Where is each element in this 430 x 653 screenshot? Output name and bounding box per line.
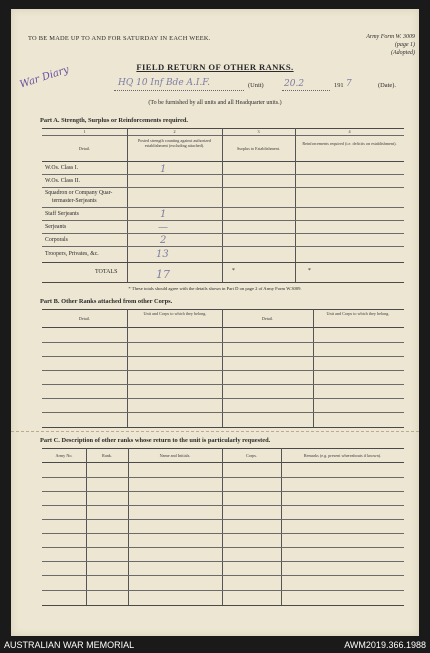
- row-rule: [42, 477, 404, 478]
- row-detail-cqms-2: termaster-Serjeants: [52, 198, 97, 204]
- unit-label: (Unit): [248, 82, 264, 89]
- made-up-instruction: TO BE MADE UP TO AND FOR SATURDAY IN EACH WEEK.: [28, 35, 211, 42]
- totals-value: 17: [156, 268, 170, 281]
- form-adopted: (Adopted): [391, 50, 415, 56]
- row-rule: [42, 590, 404, 591]
- form-title: FIELD RETURN OF OTHER RANKS.: [136, 62, 294, 72]
- part-c-bottom-rule: [42, 605, 404, 606]
- row-rule: [42, 233, 404, 234]
- part-b-col-header: Detail.: [78, 316, 91, 321]
- row-rule: [42, 575, 404, 576]
- row-detail-cqms: Squadron or Company Quar-: [45, 190, 113, 196]
- part-a-col-num: 4: [348, 129, 351, 134]
- part-b-col-header: Unit and Corps to which they belong.: [143, 311, 207, 316]
- row-rule: [42, 533, 404, 534]
- part-b-top-rule: [42, 309, 404, 310]
- form-page: (page 1): [394, 42, 415, 48]
- part-c-col-header: Rank.: [102, 453, 112, 458]
- part-c-col-divider: [86, 448, 87, 606]
- part-a-col-num: 1: [83, 129, 86, 134]
- row-detail-sgt: Serjeants: [45, 224, 67, 230]
- part-c-top-rule: [42, 448, 404, 449]
- part-c-col-header: Name and Initials.: [159, 453, 191, 458]
- strength-sgt: —: [158, 222, 168, 233]
- row-rule: [42, 342, 404, 343]
- part-a-col-divider: [222, 128, 223, 282]
- row-rule: [42, 370, 404, 371]
- part-a-col-header-detail: Detail.: [78, 146, 91, 151]
- part-b-col-divider: [222, 309, 223, 427]
- unit-underline: [114, 90, 244, 91]
- row-rule: [42, 262, 404, 263]
- totals-rule: [42, 282, 404, 283]
- part-c-col-divider: [222, 448, 223, 606]
- part-c-col-divider: [281, 448, 282, 606]
- part-c-col-header: Army No.: [55, 453, 73, 458]
- part-a-col-num: 2: [173, 129, 176, 134]
- row-rule: [42, 505, 404, 506]
- part-c-header-rule: [42, 462, 404, 463]
- row-detail-cpl: Corporals: [45, 237, 68, 243]
- part-a-col-divider: [295, 128, 296, 282]
- row-rule: [42, 398, 404, 399]
- form-number: [366, 33, 415, 57]
- part-b-col-header: Unit and Corps to which they belong.: [326, 311, 390, 316]
- totals-star-reinforcements: *: [308, 268, 311, 274]
- part-c-col-divider: [128, 448, 129, 606]
- part-a-header-rule: [42, 161, 404, 162]
- part-a-col-header-surplus: Surplus to Establishment.: [237, 146, 280, 151]
- fold-line: [11, 431, 419, 432]
- row-rule: [42, 207, 404, 208]
- row-detail-staff-sgt: Staff Serjeants: [45, 211, 79, 217]
- row-rule: [42, 220, 404, 221]
- part-b-col-header: Detail.: [261, 316, 274, 321]
- unit-handwritten: HQ 10 Inf Bde A.I.F.: [118, 78, 210, 88]
- strength-wo1: 1: [160, 164, 167, 175]
- part-a-col-num: 3: [257, 129, 260, 134]
- part-a-footnote: * These totals should agree with the details shown in Part D on page 2 of Army Form W.3009.: [128, 286, 302, 291]
- strength-troopers: 13: [156, 249, 169, 260]
- part-c-title: Part C. Description of other ranks whose return to the unit is particularly requested.: [40, 437, 271, 444]
- date-label: (Date).: [378, 82, 396, 89]
- part-b-header-rule: [42, 327, 404, 328]
- footer-accession: AWM2019.366.1988: [344, 640, 426, 650]
- part-a-num-rule: [42, 135, 404, 136]
- footer-institution: AUSTRALIAN WAR MEMORIAL: [4, 640, 135, 650]
- year-handwritten: 7: [346, 79, 352, 89]
- row-detail-wo2: W.Os. Class II.: [45, 178, 81, 184]
- form-number-text: Army Form W. 3009: [366, 34, 415, 40]
- furnished-note: (To be furnished by all units and all Headquarter units.): [148, 100, 282, 106]
- row-rule: [42, 561, 404, 562]
- strength-staff-sgt: 1: [160, 209, 167, 220]
- row-rule: [42, 246, 404, 247]
- part-a-col-header-strength: Posted strength counting against authorized establishment (excluding attached).: [137, 138, 212, 148]
- strength-cpl: 2: [160, 235, 167, 246]
- part-c-col-header: Remarks (e.g. present whereabouts if known).: [303, 453, 382, 458]
- part-b-title: Part B. Other Ranks attached from other Corps.: [40, 298, 173, 305]
- war-diary-stamp: War Diary: [18, 64, 71, 91]
- part-c-col-header: Corps.: [245, 453, 258, 458]
- row-rule: [42, 547, 404, 548]
- row-detail-wo1: W.Os. Class I.: [45, 165, 79, 171]
- row-rule: [42, 174, 404, 175]
- row-rule: [42, 384, 404, 385]
- part-a-col-header-reinforcements: Reinforcements required (i.e. deficits on establishment).: [302, 141, 397, 146]
- row-rule: [42, 187, 404, 188]
- part-b-col-divider: [313, 309, 314, 427]
- part-a-title: Part A. Strength, Surplus or Reinforcements required.: [40, 117, 188, 124]
- date-handwritten: 20.2: [284, 79, 305, 89]
- row-rule: [42, 491, 404, 492]
- date-underline: [282, 90, 330, 91]
- totals-star-surplus: *: [232, 268, 235, 274]
- row-detail-troopers: Troopers, Privates, &c.: [45, 251, 99, 257]
- year-prefix: 191: [334, 82, 344, 89]
- row-rule: [42, 412, 404, 413]
- part-b-bottom-rule: [42, 427, 404, 428]
- row-rule: [42, 356, 404, 357]
- part-a-col-divider: [127, 128, 128, 282]
- row-rule: [42, 519, 404, 520]
- totals-label: TOTALS: [95, 269, 118, 275]
- part-b-col-divider: [127, 309, 128, 427]
